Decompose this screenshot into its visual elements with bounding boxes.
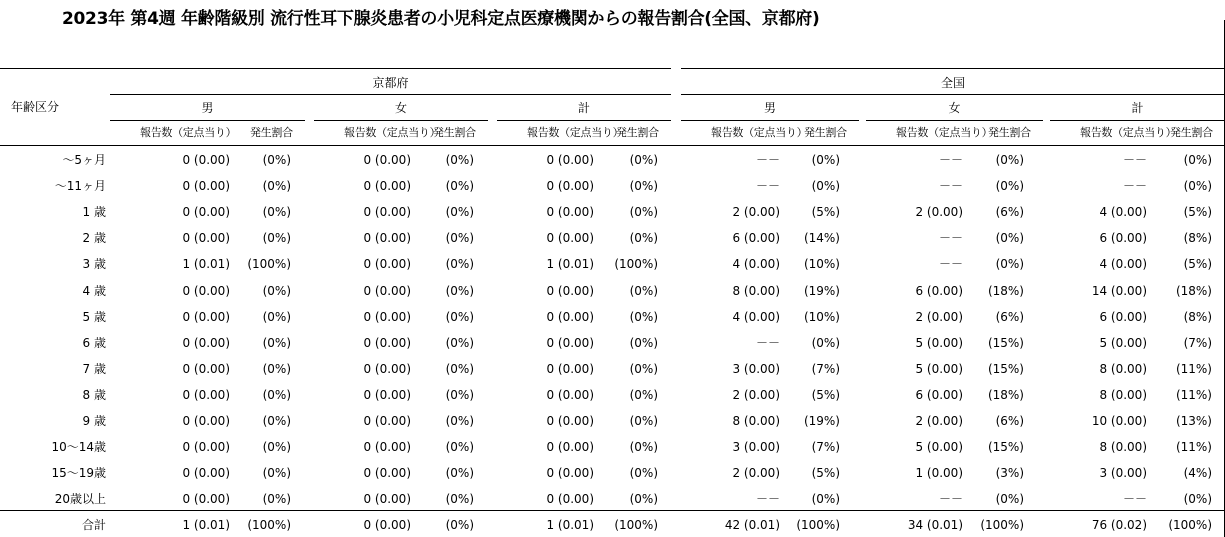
- table-cell-count: 0 (0.00): [546, 362, 594, 376]
- count-column-header: 報告数（定点当り）: [896, 126, 993, 139]
- table-cell-count: －－: [1122, 153, 1147, 167]
- sex-header: 女: [394, 101, 407, 115]
- table-cell-ratio: (10%): [803, 257, 840, 271]
- table-cell-ratio: (0%): [629, 492, 658, 506]
- count-column-header: 報告数（定点当り）: [140, 126, 237, 139]
- table-cell-ratio: (0%): [445, 388, 474, 402]
- sex-rule: [110, 120, 305, 121]
- table-cell-ratio: (0%): [629, 205, 658, 219]
- table-cell-ratio: (0%): [811, 179, 840, 193]
- table-cell-ratio: (0%): [445, 205, 474, 219]
- sex-header: 計: [577, 101, 590, 115]
- table-cell-count: 6 (0.00): [915, 388, 963, 402]
- table-cell-ratio: (15%): [987, 440, 1024, 454]
- table-cell-ratio: (0%): [629, 414, 658, 428]
- table-cell-ratio: (0%): [629, 336, 658, 350]
- age-label: 20歳以上: [54, 492, 106, 506]
- table-cell-ratio: (0%): [445, 153, 474, 167]
- age-label: ～11ヶ月: [54, 179, 106, 193]
- table-cell-ratio: (3%): [995, 466, 1024, 480]
- table-cell-count: －－: [755, 179, 780, 193]
- table-cell-count: 0 (0.00): [363, 336, 411, 350]
- table-cell-count: 0 (0.00): [546, 179, 594, 193]
- total-cell-ratio: (0%): [445, 518, 474, 532]
- total-cell-ratio: (100%): [980, 518, 1024, 532]
- table-cell-count: －－: [755, 492, 780, 506]
- table-cell-ratio: (0%): [262, 414, 291, 428]
- table-cell-ratio: (0%): [445, 414, 474, 428]
- table-cell-ratio: (0%): [445, 310, 474, 324]
- table-cell-count: 1 (0.01): [182, 257, 230, 271]
- table-cell-ratio: (0%): [629, 179, 658, 193]
- table-cell-count: 0 (0.00): [182, 362, 230, 376]
- sex-rule: [866, 120, 1043, 121]
- table-cell-count: 0 (0.00): [363, 153, 411, 167]
- page-title: 2023年 第4週 年齢階級別 流行性耳下腺炎患者の小児科定点医療機関からの報告割合(全国、京都府): [62, 9, 820, 29]
- age-label: ～5ヶ月: [62, 153, 106, 167]
- table-cell-count: 8 (0.00): [1099, 362, 1147, 376]
- table-cell-count: 0 (0.00): [546, 440, 594, 454]
- table-cell-ratio: (5%): [811, 466, 840, 480]
- table-cell-count: 0 (0.00): [182, 466, 230, 480]
- table-cell-count: 0 (0.00): [546, 205, 594, 219]
- ratio-column-header: 発生割合: [988, 126, 1031, 139]
- total-cell-ratio: (100%): [247, 518, 291, 532]
- table-cell-ratio: (6%): [995, 414, 1024, 428]
- total-cell-count: 76 (0.02): [1091, 518, 1147, 532]
- table-cell-count: 0 (0.00): [182, 414, 230, 428]
- table-cell-ratio: (11%): [1175, 362, 1212, 376]
- table-cell-ratio: (0%): [995, 179, 1024, 193]
- table-cell-count: 0 (0.00): [182, 492, 230, 506]
- table-cell-count: －－: [755, 153, 780, 167]
- sex-rule: [681, 120, 859, 121]
- table-cell-ratio: (7%): [811, 362, 840, 376]
- table-cell-count: －－: [938, 179, 963, 193]
- table-cell-ratio: (0%): [995, 492, 1024, 506]
- table-cell-ratio: (0%): [445, 362, 474, 376]
- ratio-column-header: 発生割合: [1170, 126, 1213, 139]
- table-cell-count: 0 (0.00): [546, 336, 594, 350]
- table-cell-count: 0 (0.00): [546, 231, 594, 245]
- table-cell-ratio: (0%): [445, 440, 474, 454]
- sex-rule: [314, 120, 488, 121]
- total-cell-ratio: (100%): [796, 518, 840, 532]
- table-cell-count: －－: [938, 153, 963, 167]
- total-cell-ratio: (100%): [1168, 518, 1212, 532]
- table-cell-count: 0 (0.00): [363, 362, 411, 376]
- age-label: 4 歳: [82, 284, 106, 298]
- table-cell-count: 6 (0.00): [1099, 231, 1147, 245]
- table-cell-ratio: (4%): [1183, 466, 1212, 480]
- table-cell-count: 4 (0.00): [1099, 257, 1147, 271]
- age-label: 5 歳: [82, 310, 106, 324]
- table-top-rule: [0, 68, 671, 69]
- table-cell-count: 0 (0.00): [363, 414, 411, 428]
- table-cell-count: －－: [938, 257, 963, 271]
- table-cell-count: 0 (0.00): [363, 257, 411, 271]
- table-cell-count: 2 (0.00): [732, 388, 780, 402]
- region-rule: [681, 94, 1225, 95]
- table-cell-count: 8 (0.00): [732, 414, 780, 428]
- age-label: 8 歳: [82, 388, 106, 402]
- table-cell-ratio: (0%): [445, 284, 474, 298]
- age-label: 1 歳: [82, 205, 106, 219]
- table-cell-ratio: (15%): [987, 362, 1024, 376]
- table-cell-count: 8 (0.00): [732, 284, 780, 298]
- table-cell-ratio: (5%): [1183, 257, 1212, 271]
- table-cell-count: 8 (0.00): [1099, 440, 1147, 454]
- table-cell-ratio: (0%): [629, 153, 658, 167]
- table-cell-count: 0 (0.00): [363, 440, 411, 454]
- total-cell-ratio: (100%): [614, 518, 658, 532]
- table-cell-ratio: (0%): [629, 466, 658, 480]
- table-cell-ratio: (0%): [811, 492, 840, 506]
- table-cell-count: 1 (0.00): [915, 466, 963, 480]
- age-label: 6 歳: [82, 336, 106, 350]
- table-cell-ratio: (0%): [995, 231, 1024, 245]
- table-cell-count: 0 (0.00): [182, 205, 230, 219]
- table-cell-ratio: (0%): [1183, 492, 1212, 506]
- table-cell-count: 1 (0.01): [546, 257, 594, 271]
- table-cell-count: 0 (0.00): [546, 466, 594, 480]
- table-cell-ratio: (0%): [995, 257, 1024, 271]
- table-cell-ratio: (0%): [1183, 153, 1212, 167]
- table-cell-count: 0 (0.00): [546, 388, 594, 402]
- table-cell-count: 0 (0.00): [363, 492, 411, 506]
- sex-header: 男: [201, 101, 214, 115]
- table-cell-ratio: (0%): [445, 179, 474, 193]
- table-cell-ratio: (0%): [1183, 179, 1212, 193]
- table-cell-count: 0 (0.00): [363, 310, 411, 324]
- table-cell-ratio: (7%): [1183, 336, 1212, 350]
- table-cell-ratio: (0%): [262, 179, 291, 193]
- table-cell-ratio: (19%): [803, 284, 840, 298]
- table-cell-count: 2 (0.00): [732, 205, 780, 219]
- table-cell-ratio: (0%): [262, 440, 291, 454]
- table-cell-ratio: (18%): [987, 388, 1024, 402]
- table-cell-ratio: (100%): [247, 257, 291, 271]
- table-cell-ratio: (0%): [445, 257, 474, 271]
- region-rule: [110, 94, 671, 95]
- table-cell-count: 3 (0.00): [1099, 466, 1147, 480]
- table-cell-count: 2 (0.00): [732, 466, 780, 480]
- table-cell-ratio: (0%): [629, 284, 658, 298]
- table-cell-count: 4 (0.00): [732, 310, 780, 324]
- ratio-column-header: 発生割合: [804, 126, 847, 139]
- table-cell-count: 0 (0.00): [546, 284, 594, 298]
- age-label: 3 歳: [82, 257, 106, 271]
- table-cell-ratio: (0%): [629, 231, 658, 245]
- total-rule: [0, 510, 1225, 511]
- table-cell-count: 3 (0.00): [732, 440, 780, 454]
- table-cell-count: 0 (0.00): [363, 466, 411, 480]
- table-cell-ratio: (18%): [1175, 284, 1212, 298]
- table-cell-ratio: (19%): [803, 414, 840, 428]
- table-cell-count: 0 (0.00): [363, 179, 411, 193]
- table-cell-count: 0 (0.00): [182, 179, 230, 193]
- table-cell-ratio: (0%): [445, 492, 474, 506]
- count-column-header: 報告数（定点当り）: [1080, 126, 1177, 139]
- table-cell-ratio: (0%): [629, 440, 658, 454]
- table-cell-count: 6 (0.00): [915, 284, 963, 298]
- table-cell-ratio: (8%): [1183, 310, 1212, 324]
- table-cell-ratio: (8%): [1183, 231, 1212, 245]
- age-label: 15～19歳: [51, 466, 106, 480]
- table-cell-count: 5 (0.00): [915, 362, 963, 376]
- table-cell-count: 0 (0.00): [182, 153, 230, 167]
- table-cell-ratio: (0%): [262, 231, 291, 245]
- table-cell-ratio: (0%): [262, 153, 291, 167]
- table-cell-ratio: (100%): [614, 257, 658, 271]
- table-cell-count: 0 (0.00): [182, 336, 230, 350]
- table-cell-ratio: (15%): [987, 336, 1024, 350]
- age-label: 10～14歳: [51, 440, 106, 454]
- table-cell-count: 0 (0.00): [363, 231, 411, 245]
- table-cell-count: 5 (0.00): [915, 336, 963, 350]
- ratio-column-header: 発生割合: [433, 126, 476, 139]
- table-cell-count: 0 (0.00): [546, 492, 594, 506]
- table-cell-count: 6 (0.00): [1099, 310, 1147, 324]
- table-cell-ratio: (5%): [1183, 205, 1212, 219]
- table-cell-count: －－: [1122, 492, 1147, 506]
- table-cell-ratio: (0%): [262, 388, 291, 402]
- ratio-column-header: 発生割合: [616, 126, 659, 139]
- table-cell-ratio: (0%): [262, 492, 291, 506]
- table-cell-ratio: (14%): [803, 231, 840, 245]
- count-column-header: 報告数（定点当り）: [711, 126, 808, 139]
- table-cell-ratio: (0%): [445, 231, 474, 245]
- table-cell-ratio: (13%): [1175, 414, 1212, 428]
- table-cell-count: 0 (0.00): [182, 440, 230, 454]
- table-cell-count: 4 (0.00): [732, 257, 780, 271]
- table-cell-count: 2 (0.00): [915, 205, 963, 219]
- table-cell-count: 2 (0.00): [915, 414, 963, 428]
- sex-header: 計: [1131, 101, 1144, 115]
- age-label: 9 歳: [82, 414, 106, 428]
- count-column-header: 報告数（定点当り）: [527, 126, 624, 139]
- total-cell-count: 0 (0.00): [363, 518, 411, 532]
- total-cell-count: 42 (0.01): [724, 518, 780, 532]
- table-cell-count: 0 (0.00): [182, 310, 230, 324]
- table-cell-ratio: (0%): [629, 388, 658, 402]
- table-cell-ratio: (6%): [995, 205, 1024, 219]
- total-cell-count: 1 (0.01): [182, 518, 230, 532]
- table-cell-count: －－: [755, 336, 780, 350]
- table-cell-ratio: (0%): [262, 284, 291, 298]
- table-cell-count: 0 (0.00): [182, 284, 230, 298]
- table-cell-count: 0 (0.00): [182, 231, 230, 245]
- table-cell-count: 8 (0.00): [1099, 388, 1147, 402]
- table-cell-count: 6 (0.00): [732, 231, 780, 245]
- table-cell-count: 0 (0.00): [182, 388, 230, 402]
- table-cell-count: 5 (0.00): [1099, 336, 1147, 350]
- total-cell-count: 34 (0.01): [907, 518, 963, 532]
- sex-rule: [497, 120, 671, 121]
- sex-rule: [1050, 120, 1225, 121]
- table-cell-count: 2 (0.00): [915, 310, 963, 324]
- table-cell-ratio: (6%): [995, 310, 1024, 324]
- table-cell-ratio: (0%): [262, 466, 291, 480]
- table-cell-ratio: (0%): [262, 205, 291, 219]
- table-cell-ratio: (18%): [987, 284, 1024, 298]
- table-cell-ratio: (0%): [262, 310, 291, 324]
- total-label: 合計: [81, 518, 106, 532]
- table-cell-count: 10 (0.00): [1091, 414, 1147, 428]
- table-cell-ratio: (0%): [811, 153, 840, 167]
- table-top-rule: [681, 68, 1225, 69]
- table-cell-count: －－: [1122, 179, 1147, 193]
- table-cell-ratio: (0%): [262, 336, 291, 350]
- age-label: 2 歳: [82, 231, 106, 245]
- table-cell-ratio: (0%): [995, 153, 1024, 167]
- table-cell-ratio: (11%): [1175, 440, 1212, 454]
- table-cell-ratio: (5%): [811, 205, 840, 219]
- table-cell-count: 0 (0.00): [363, 205, 411, 219]
- count-column-header: 報告数（定点当り）: [344, 126, 441, 139]
- table-cell-ratio: (5%): [811, 388, 840, 402]
- table-cell-count: 5 (0.00): [915, 440, 963, 454]
- table-cell-ratio: (0%): [629, 362, 658, 376]
- table-cell-ratio: (11%): [1175, 388, 1212, 402]
- table-cell-count: 0 (0.00): [546, 414, 594, 428]
- region-header-kyoto: 京都府: [372, 76, 409, 90]
- table-cell-count: 0 (0.00): [546, 153, 594, 167]
- sex-header: 男: [763, 101, 776, 115]
- table-cell-ratio: (0%): [262, 362, 291, 376]
- table-cell-count: －－: [938, 231, 963, 245]
- total-cell-count: 1 (0.01): [546, 518, 594, 532]
- table-cell-ratio: (0%): [445, 336, 474, 350]
- ratio-column-header: 発生割合: [250, 126, 293, 139]
- table-cell-ratio: (0%): [629, 310, 658, 324]
- region-header-national: 全国: [940, 76, 965, 90]
- table-cell-count: 0 (0.00): [363, 388, 411, 402]
- table-cell-ratio: (0%): [811, 336, 840, 350]
- table-cell-count: 3 (0.00): [732, 362, 780, 376]
- table-cell-ratio: (7%): [811, 440, 840, 454]
- age-label: 7 歳: [82, 362, 106, 376]
- sex-header: 女: [948, 101, 961, 115]
- table-cell-count: 0 (0.00): [363, 284, 411, 298]
- table-cell-count: 14 (0.00): [1091, 284, 1147, 298]
- age-column-header: 年齢区分: [10, 100, 59, 114]
- table-cell-ratio: (0%): [445, 466, 474, 480]
- table-cell-count: －－: [938, 492, 963, 506]
- table-cell-count: 0 (0.00): [546, 310, 594, 324]
- table-cell-ratio: (10%): [803, 310, 840, 324]
- header-bottom-rule: [0, 145, 1225, 146]
- table-cell-count: 4 (0.00): [1099, 205, 1147, 219]
